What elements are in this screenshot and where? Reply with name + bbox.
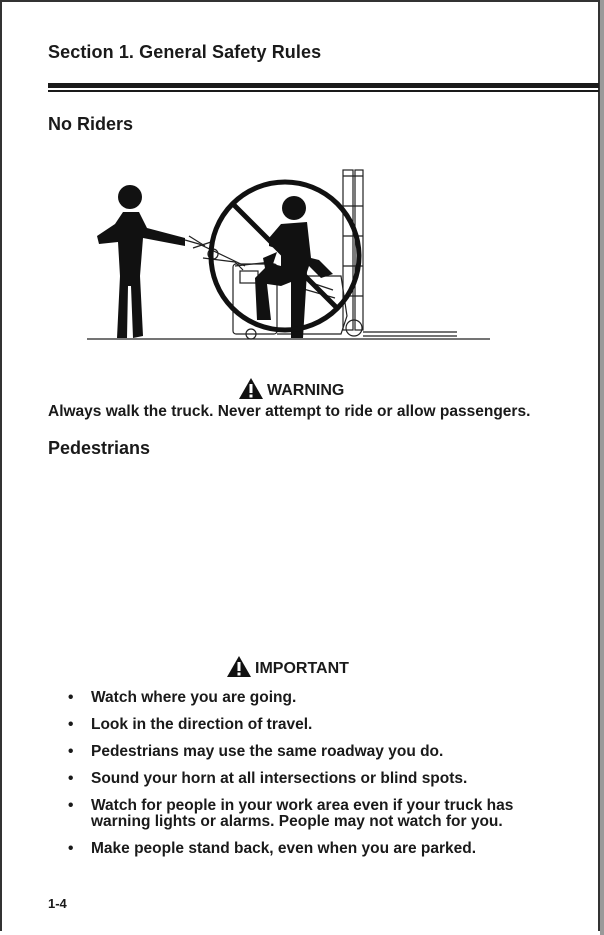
list-item (66, 771, 546, 787)
important-label: IMPORTANT (255, 660, 349, 677)
list-item-text: Pedestrians may use the same roadway you do. (91, 743, 444, 760)
warning-title (238, 377, 344, 400)
page-edge-shadow (600, 0, 604, 935)
warning-label: WARNING (267, 382, 345, 399)
list-item (66, 744, 546, 760)
important-title (226, 655, 349, 678)
bullet-icon: • (68, 716, 74, 733)
bullet-icon: • (68, 689, 74, 706)
warning-text: Always walk the truck. Never attempt to ride or allow passengers. (48, 403, 531, 420)
header-rule-thick (48, 83, 599, 88)
section-title: Section 1. General Safety Rules (48, 42, 322, 62)
no-riders-heading: No Riders (48, 114, 134, 134)
list-item-text: Watch where you are going. (91, 689, 297, 706)
warning-triangle-icon (238, 377, 264, 400)
bullet-icon: • (68, 743, 74, 760)
header-rule-thin (48, 90, 599, 92)
list-item (66, 841, 546, 857)
list-item-text: Sound your horn at all intersections or blind spots. (91, 770, 468, 787)
list-item-text: Look in the direction of travel. (91, 716, 313, 733)
pedestrians-heading: Pedestrians (48, 438, 151, 458)
list-item-text: Watch for people in your work area even if your truck has warning lights or alarms. People may not watch for you. (91, 797, 514, 830)
list-item (66, 717, 546, 733)
list-item-text: Make people stand back, even when you are parked. (91, 840, 477, 857)
no-riders-illustration (85, 166, 495, 346)
pedestrians-figure-area (48, 470, 548, 640)
list-item (66, 690, 546, 706)
bullet-icon: • (68, 770, 74, 787)
warning-triangle-icon (226, 655, 252, 678)
list-item (66, 798, 546, 830)
page-number: 1-4 (48, 896, 67, 911)
bullet-icon: • (68, 797, 74, 814)
operator-figure (97, 185, 185, 338)
pedestrian-safety-list (66, 690, 546, 868)
bullet-icon: • (68, 840, 74, 857)
